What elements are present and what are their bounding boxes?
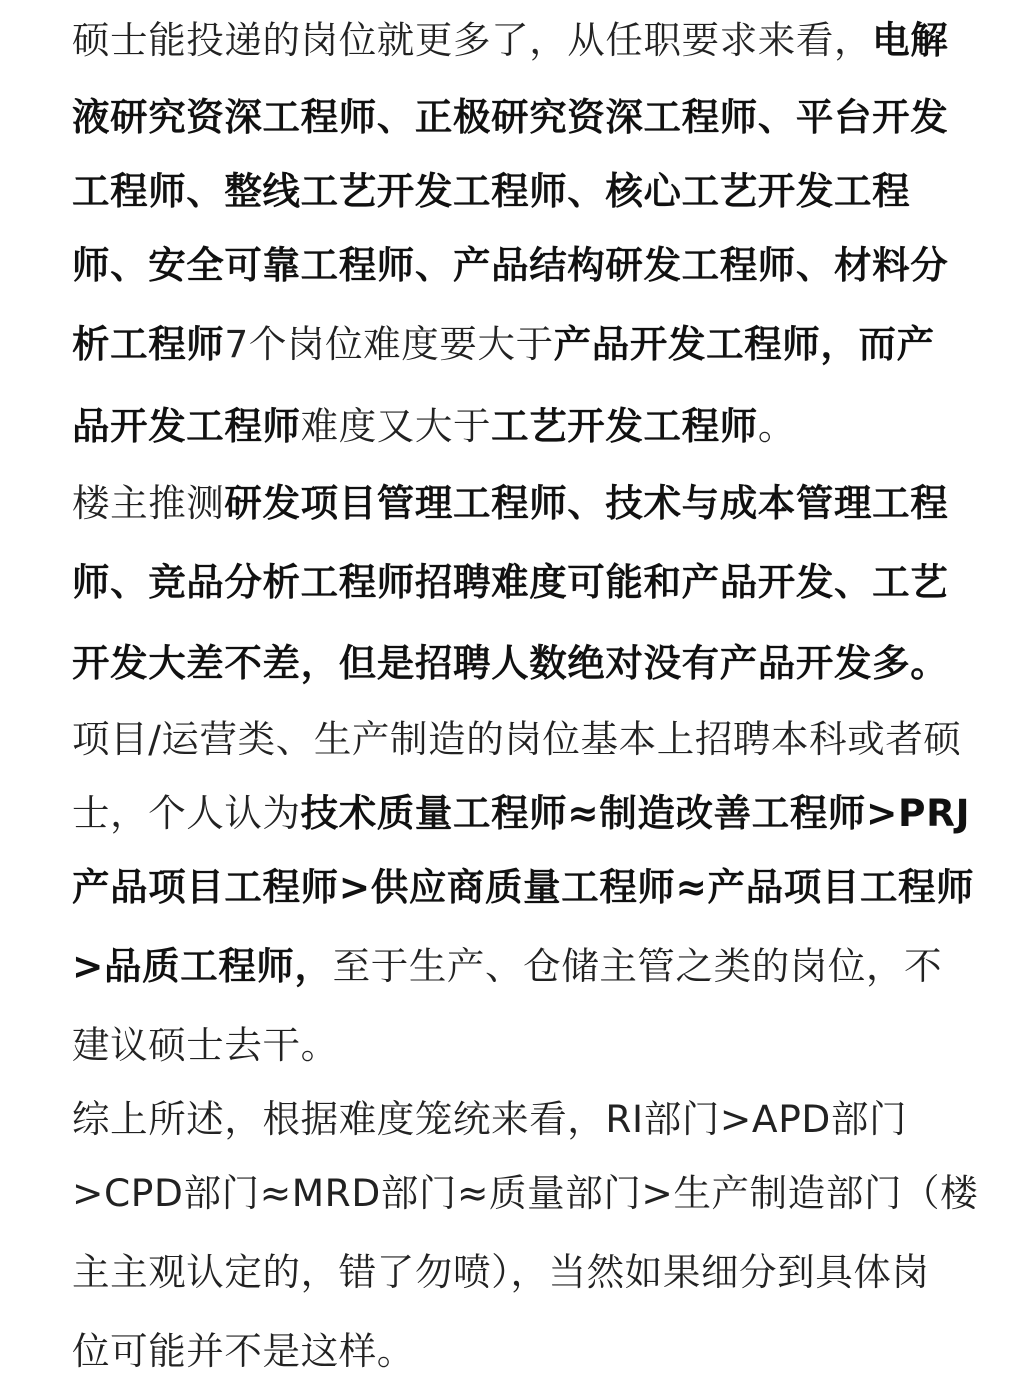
text-run-bold: 研发项目管理工程师、技术与成本管理工程 [224,481,949,525]
text-run: 建议硕士去干。 [72,1023,339,1067]
text-line [72,702,1007,776]
text-line [72,154,1007,228]
paragraph-project-operations [72,702,1007,1082]
text-line [72,1314,1007,1388]
text-run: 士，个人认为 [72,791,301,835]
paragraph-guess [72,466,1007,702]
text-run-bold: 产品项目工程师>供应商质量工程师≈产品项目工程师 [72,865,975,909]
text-run: 硕士能投递的岗位就更多了，从任职要求来看， [72,18,873,62]
text-run-bold: 师、安全可靠工程师、产品结构研发工程师、材料分 [72,243,949,287]
text-run: 综上所述，根据难度笼统来看，RI部门>APD部门 [72,1097,908,1141]
text-run-bold: 工艺开发工程师 [491,404,758,448]
text-line [72,466,1007,540]
text-line [72,1082,1007,1156]
text-run-bold: >品质工程师， [72,944,333,988]
text-line [72,776,1007,850]
text-run: 主主观认定的，错了勿喷），当然如果细分到具体岗 [72,1250,930,1294]
text-line [72,1156,1007,1230]
text-line [72,302,1007,386]
text-run-bold: 开发大差不差，但是招聘人数绝对没有产品开发多。 [72,641,949,685]
text-run: 7个岗位难度要大于 [224,322,554,366]
paragraph-master-positions [72,0,1007,466]
text-run: 至于生产、仓储主管之类的岗位，不 [332,944,943,988]
text-line [72,1008,1007,1082]
text-run-bold: 产品开发工程师，而产 [553,322,935,366]
text-run: 位可能并不是这样。 [72,1329,415,1373]
text-run-bold: 液研究资深工程师、正极研究资深工程师、平台开发 [72,95,949,139]
text-run: 项目/运营类、生产制造的岗位基本上招聘本科或者硕 [72,717,962,761]
text-run: >CPD部门≈MRD部门≈质量部门>生产制造部门（楼 [72,1171,979,1215]
text-run: 难度又大于 [300,404,492,448]
text-run-bold: 析工程师 [72,322,225,366]
text-run-bold: 师、竞品分析工程师招聘难度可能和产品开发、工艺 [72,560,949,604]
article-body [72,0,1007,1388]
text-run: 。 [757,404,796,448]
text-line [72,228,1007,302]
text-run: 楼主推测 [72,481,225,525]
text-line [72,1230,1007,1314]
text-run-bold: 电解 [872,18,949,62]
paragraph-summary [72,1082,1007,1388]
text-run-bold: 技术质量工程师≈制造改善工程师>PRJ [300,791,971,835]
text-line [72,624,1007,702]
text-line [72,850,1007,924]
text-run-bold: 品开发工程师 [72,404,301,448]
text-line [72,0,1007,80]
text-line [72,540,1007,624]
text-line [72,80,1007,154]
text-line [72,924,1007,1008]
text-run-bold: 工程师、整线工艺开发工程师、核心工艺开发工程 [72,169,911,213]
text-line [72,386,1007,466]
